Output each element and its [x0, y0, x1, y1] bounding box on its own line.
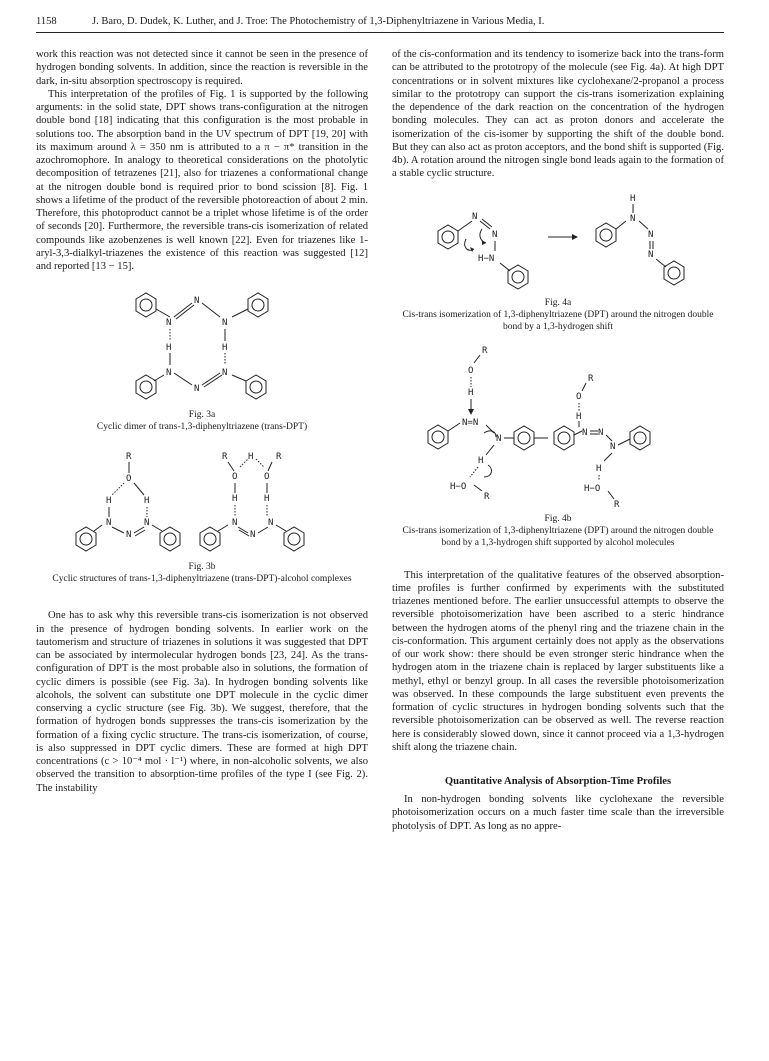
figure-4b	[392, 341, 724, 549]
atom-o: O	[126, 474, 132, 485]
left-paragraph-1: work this reaction was not detected since it cannot be seen in the presence of hydrogen bonding solvents. In addition, since the reaction is reversible in the dark, in-situ absorption spectroscopy is required.	[36, 49, 368, 87]
figure-4b-caption: Cis-trans isomerization of 1,3-diphenyltriazene (DPT) around the nitrogen double bond by a 1,3-hydrogen shift supported by alcohol molecules	[402, 525, 714, 548]
atom-r: R	[484, 491, 490, 502]
reaction-arrow	[548, 234, 578, 240]
atom-n: N	[222, 368, 228, 379]
figure-4a-structure	[408, 191, 708, 295]
atom-h: H	[232, 494, 238, 505]
atom-h: H	[222, 343, 228, 354]
bond-h-o: H−O	[584, 483, 601, 494]
right-paragraph-1: of the cis-conformation and its tendency to isomerize back into the trans-form can be attributed to the prototropy of the molecule (see Fig. 4a). At high DPT concentrations or in solvent mixtures like cyclohexane/2-propanol a process similar to the prototropy can support the cis-trans isomerization explaining the dependence of the dark reaction on the concentration of the hydrogen bonding molecules. They can act as proton donors and accelerate the isomerization of the cis-isomer by supporting the shift of the double bond. But they can also act as proton acceptors, and the bond shift is supported (Fig. 4b). A rotation around the nitrogen single bond leads again to the formation of a stable cyclic structure.	[392, 49, 724, 180]
atom-n: N	[582, 427, 588, 438]
atom-r: R	[222, 452, 228, 463]
atom-n: N	[106, 518, 112, 529]
atom-h: H	[576, 411, 582, 422]
atom-n: N	[268, 518, 274, 529]
figure-3a-label: Fig. 3a	[188, 410, 216, 421]
running-header	[36, 14, 724, 33]
section-heading: Quantitative Analysis of Absorption-Time Profiles	[444, 776, 672, 787]
atom-n: N	[194, 296, 200, 307]
atom-o: O	[468, 365, 474, 376]
bond-n-double-n: N=N	[462, 417, 479, 428]
figure-3b-label: Fig. 3b	[188, 562, 216, 573]
figure-4b-structure	[398, 341, 718, 511]
atom-r: R	[614, 499, 620, 510]
atom-n: N	[250, 530, 256, 541]
atom-h: H	[248, 452, 254, 463]
atom-n: N	[648, 249, 654, 260]
left-paragraph-3: One has to ask why this reversible trans-cis isomerization is not observed in the presence of hydrogen bonding solvents. In earlier work on the tautomerism and structure of triazenes in solutions it was suggested that DPT can be associated by intermolecular hydrogen bonds [23, 24]. As the trans-configuration of DPT is the most probable also in solutions, the formation of cyclic dimers is possible (see Fig. 3a). In hydrogen bonding solvents like alcohols, the solvent can substitute one DPT molecule in the cyclic dimer conserving a cyclic structure (see Fig. 3b). We suggest, therefore, that the formation of hydrogen bonds suppresses the trans-cis isomerization by the formation of a fixing cyclic structure. The trans-cis isomerization, of course, is also suppressed in DPT cyclic dimers. These are formed at high DPT concentrations (c > 10⁻⁴ mol · l⁻¹) where, in non-alcoholic solvents, we also observed the transition to absorption-time profiles of the type I (see Fig. 2). The instability	[36, 610, 368, 794]
atom-r: R	[276, 452, 282, 463]
figure-4a-caption: Cis-trans isomerization of 1,3-diphenyltriazene (DPT) around the nitrogen double bond by a 1,3-hydrogen shift	[402, 309, 714, 332]
atom-n: N	[144, 518, 150, 529]
atom-h-n: H−N	[478, 253, 495, 264]
atom-n: N	[166, 318, 172, 329]
figure-4b-label: Fig. 4b	[544, 513, 572, 524]
trans-dpt	[596, 194, 684, 285]
atom-r: R	[482, 345, 488, 356]
atom-r: R	[126, 452, 132, 463]
atom-n: N	[166, 368, 172, 379]
atom-n: N	[492, 229, 498, 240]
phenyl-ring-bottom-right	[246, 375, 266, 399]
atom-h: H	[264, 494, 270, 505]
phenyl-ring-bottom-left	[136, 375, 156, 399]
atom-n: N	[232, 518, 238, 529]
atom-n: N	[194, 384, 200, 395]
cis-dpt	[438, 212, 528, 289]
complex-right	[200, 452, 304, 551]
atom-n: N	[648, 229, 654, 240]
bond-h-o: H−O	[450, 481, 467, 492]
figure-3a-caption: Cyclic dimer of trans-1,3-diphenyltriazene (trans-DPT)	[96, 422, 308, 433]
atom-n: N	[610, 441, 616, 452]
atom-h: H	[468, 387, 474, 398]
complex-left	[76, 452, 180, 551]
atom-h: H	[106, 496, 112, 507]
left-column	[36, 48, 368, 795]
figure-4a	[392, 191, 724, 333]
figure-4a-label: Fig. 4a	[544, 297, 572, 308]
atom-n: N	[598, 427, 604, 438]
atom-h: H	[144, 496, 150, 507]
figure-3b-structure	[72, 447, 332, 559]
atom-h: H	[166, 343, 172, 354]
atom-n: N	[630, 213, 636, 224]
figure-3b	[36, 447, 368, 585]
figure-3a	[36, 289, 368, 433]
right-column	[392, 48, 724, 833]
phenyl-ring-top-right	[248, 293, 268, 317]
right-paragraph-2: This interpretation of the qualitative features of the observed absorption-time profiles is further confirmed by experiments with the substituted triazenes mentioned before. The earlier unsuccessful attempts to observe the reversible photoisomerization have been ascribed to a steric hindrance between the hydrogen atoms of the phenyl ring and the triazene chain in the cis-conformation. This argument certainly does not apply as the observations of our work show: there should be even stronger steric hindrance when the hydrogen atom in the triazene chain is replaced by larger substituents like a methyl, ethyl or benzyl group. In all cases the reversible photoisomerization was observed. In these compounds the large substituent even prevents the formation of cyclic structures in hydrogen bonding solvents such that the reversible photoisomerization can be observed as well. The reverse reaction here is considerably slowed down, since it cannot proceed via a 1,3-hydrogen shift along the triazene chain.	[392, 569, 724, 753]
atom-h: H	[478, 455, 484, 466]
figure-3b-caption: Cyclic structures of trans-1,3-diphenyltriazene (trans-DPT)-alcohol complexes	[52, 574, 352, 585]
atom-o: O	[576, 391, 582, 402]
atom-o: O	[232, 472, 238, 483]
atom-n: N	[496, 433, 502, 444]
right-paragraph-3: In non-hydrogen bonding solvents like cyclohexane the reversible photoisomerization occurs on a much faster time scale than the irreversible photolysis of DPT. As long as no appre-	[392, 794, 724, 832]
atom-h: H	[630, 193, 636, 204]
atom-r: R	[588, 373, 594, 384]
atom-h: H	[596, 463, 602, 474]
figure-3a-structure	[122, 289, 282, 407]
cis-dpt-with-alcohol	[428, 346, 548, 502]
left-paragraph-2: This interpretation of the profiles of Fig. 1 is supported by the following arguments: in the solid state, DPT shows trans-configuration at the nitrogen double bond [18] indicating that this configuration is the most probable in solutions too. The absorption band in the UV spectrum of DPT [19, 20] with its maximum around λ = 350 nm is attributed to a π − π* transition in the azochromophore. In analogy to theoretical considerations on the photolytic decomposition of tetrazenes [21], also for triazenes a conformational change at the nitrogen double bond is required prior to bond scission [8]. Fig. 1 shows a lifetime of the product of the reversible photoreaction of about 2 min. Therefore, this photoproduct cannot be a triplet whose lifetime is of the order of seconds [20]. Furthermore, the reversible trans-cis isomerization of related compounds like azobenzenes is well known [22]. Even for triazenes like 1-aryl-3,3-dialkyl-triazenes the existence of this reaction was suggested [12] and reported [13 − 15].	[36, 88, 368, 272]
trans-dpt-with-alcohol	[554, 374, 650, 510]
atom-o: O	[264, 472, 270, 483]
running-title: J. Baro, D. Dudek, K. Luther, and J. Troe: The Photochemistry of 1,3-Diphenyltriazene in Various Media, I.	[92, 16, 545, 27]
atom-n: N	[126, 530, 132, 541]
page-number: 1158	[36, 16, 57, 27]
atom-n: N	[472, 211, 478, 222]
atom-n: N	[222, 318, 228, 329]
phenyl-ring-top-left	[136, 293, 156, 317]
